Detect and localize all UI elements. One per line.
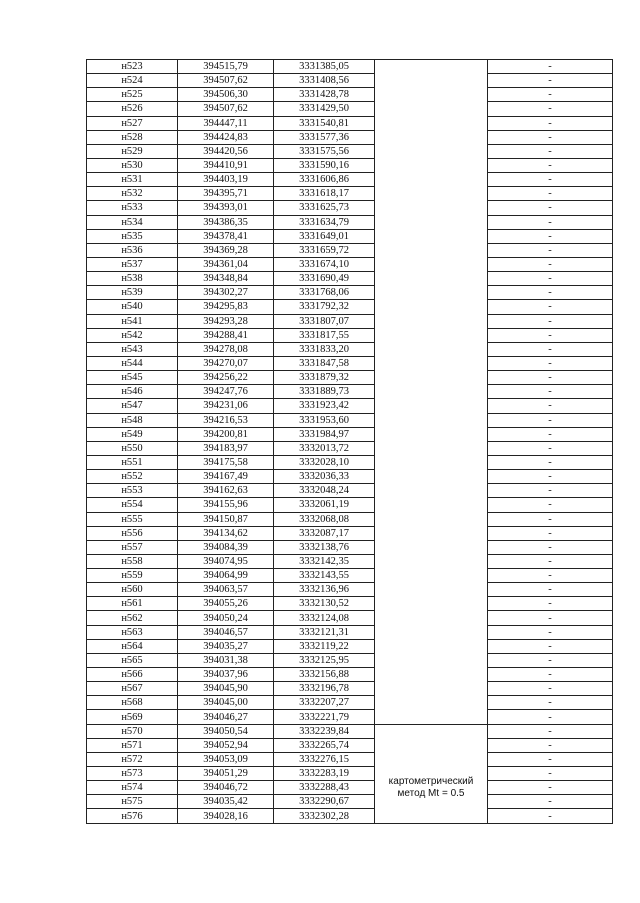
point-id-cell: н557 bbox=[87, 540, 178, 554]
point-id-cell: н568 bbox=[87, 696, 178, 710]
table-row bbox=[87, 144, 613, 158]
x-coordinate-cell: 394175,58 bbox=[178, 455, 274, 469]
y-coordinate-cell: 3332196,78 bbox=[274, 682, 375, 696]
y-coordinate-cell: 3331659,72 bbox=[274, 243, 375, 257]
point-id-cell: н546 bbox=[87, 385, 178, 399]
x-coordinate-cell: 394052,94 bbox=[178, 738, 274, 752]
point-id-cell: н563 bbox=[87, 625, 178, 639]
note-cell: - bbox=[488, 173, 613, 187]
y-coordinate-cell: 3331792,32 bbox=[274, 300, 375, 314]
y-coordinate-cell: 3332068,08 bbox=[274, 512, 375, 526]
x-coordinate-cell: 394506,30 bbox=[178, 88, 274, 102]
note-cell: - bbox=[488, 342, 613, 356]
note-cell: - bbox=[488, 427, 613, 441]
note-cell: - bbox=[488, 696, 613, 710]
y-coordinate-cell: 3332119,22 bbox=[274, 639, 375, 653]
table-row bbox=[87, 441, 613, 455]
table-row bbox=[87, 158, 613, 172]
y-coordinate-cell: 3332276,15 bbox=[274, 752, 375, 766]
point-id-cell: н558 bbox=[87, 554, 178, 568]
note-cell: - bbox=[488, 781, 613, 795]
note-cell: - bbox=[488, 187, 613, 201]
table-row bbox=[87, 385, 613, 399]
y-coordinate-cell: 3332061,19 bbox=[274, 498, 375, 512]
point-id-cell: н533 bbox=[87, 201, 178, 215]
point-id-cell: н556 bbox=[87, 526, 178, 540]
y-coordinate-cell: 3331889,73 bbox=[274, 385, 375, 399]
x-coordinate-cell: 394507,62 bbox=[178, 102, 274, 116]
x-coordinate-cell: 394051,29 bbox=[178, 767, 274, 781]
y-coordinate-cell: 3331847,58 bbox=[274, 356, 375, 370]
table-row bbox=[87, 229, 613, 243]
point-id-cell: н542 bbox=[87, 328, 178, 342]
table-row bbox=[87, 371, 613, 385]
table-row bbox=[87, 569, 613, 583]
note-cell: - bbox=[488, 243, 613, 257]
table-row bbox=[87, 554, 613, 568]
point-id-cell: н544 bbox=[87, 356, 178, 370]
point-id-cell: н543 bbox=[87, 342, 178, 356]
y-coordinate-cell: 3331385,05 bbox=[274, 60, 375, 74]
y-coordinate-cell: 3332290,67 bbox=[274, 795, 375, 809]
point-id-cell: н553 bbox=[87, 484, 178, 498]
y-coordinate-cell: 3332142,35 bbox=[274, 554, 375, 568]
point-id-cell: н570 bbox=[87, 724, 178, 738]
y-coordinate-cell: 3332302,28 bbox=[274, 809, 375, 823]
coordinates-table-body bbox=[87, 60, 613, 824]
table-row bbox=[87, 455, 613, 469]
note-cell: - bbox=[488, 102, 613, 116]
y-coordinate-cell: 3331923,42 bbox=[274, 399, 375, 413]
note-cell: - bbox=[488, 300, 613, 314]
x-coordinate-cell: 394155,96 bbox=[178, 498, 274, 512]
y-coordinate-cell: 3332121,31 bbox=[274, 625, 375, 639]
table-row bbox=[87, 668, 613, 682]
x-coordinate-cell: 394064,99 bbox=[178, 569, 274, 583]
note-cell: - bbox=[488, 724, 613, 738]
note-cell: - bbox=[488, 767, 613, 781]
table-row bbox=[87, 795, 613, 809]
note-cell: - bbox=[488, 752, 613, 766]
note-cell: - bbox=[488, 371, 613, 385]
table-row bbox=[87, 272, 613, 286]
method-cell bbox=[375, 724, 488, 823]
table-row bbox=[87, 243, 613, 257]
y-coordinate-cell: 3331618,17 bbox=[274, 187, 375, 201]
note-cell: - bbox=[488, 597, 613, 611]
x-coordinate-cell: 394150,87 bbox=[178, 512, 274, 526]
point-id-cell: н566 bbox=[87, 668, 178, 682]
note-cell: - bbox=[488, 668, 613, 682]
point-id-cell: н525 bbox=[87, 88, 178, 102]
x-coordinate-cell: 394348,84 bbox=[178, 272, 274, 286]
note-cell: - bbox=[488, 512, 613, 526]
point-id-cell: н534 bbox=[87, 215, 178, 229]
point-id-cell: н559 bbox=[87, 569, 178, 583]
point-id-cell: н565 bbox=[87, 653, 178, 667]
y-coordinate-cell: 3331429,50 bbox=[274, 102, 375, 116]
point-id-cell: н535 bbox=[87, 229, 178, 243]
x-coordinate-cell: 394410,91 bbox=[178, 158, 274, 172]
table-row bbox=[87, 399, 613, 413]
table-row bbox=[87, 102, 613, 116]
point-id-cell: н552 bbox=[87, 470, 178, 484]
point-id-cell: н528 bbox=[87, 130, 178, 144]
x-coordinate-cell: 394167,49 bbox=[178, 470, 274, 484]
table-row bbox=[87, 413, 613, 427]
point-id-cell: н537 bbox=[87, 257, 178, 271]
x-coordinate-cell: 394256,22 bbox=[178, 371, 274, 385]
note-cell: - bbox=[488, 498, 613, 512]
x-coordinate-cell: 394288,41 bbox=[178, 328, 274, 342]
table-row bbox=[87, 767, 613, 781]
table-row bbox=[87, 74, 613, 88]
table-row bbox=[87, 540, 613, 554]
y-coordinate-cell: 3332087,17 bbox=[274, 526, 375, 540]
note-cell: - bbox=[488, 682, 613, 696]
x-coordinate-cell: 394046,27 bbox=[178, 710, 274, 724]
y-coordinate-cell: 3332028,10 bbox=[274, 455, 375, 469]
y-coordinate-cell: 3331625,73 bbox=[274, 201, 375, 215]
point-id-cell: н545 bbox=[87, 371, 178, 385]
note-cell: - bbox=[488, 215, 613, 229]
y-coordinate-cell: 3332013,72 bbox=[274, 441, 375, 455]
y-coordinate-cell: 3331540,81 bbox=[274, 116, 375, 130]
note-cell: - bbox=[488, 74, 613, 88]
note-cell: - bbox=[488, 88, 613, 102]
note-cell: - bbox=[488, 738, 613, 752]
note-cell: - bbox=[488, 144, 613, 158]
y-coordinate-cell: 3332036,33 bbox=[274, 470, 375, 484]
note-cell: - bbox=[488, 554, 613, 568]
x-coordinate-cell: 394507,62 bbox=[178, 74, 274, 88]
table-row bbox=[87, 116, 613, 130]
x-coordinate-cell: 394447,11 bbox=[178, 116, 274, 130]
point-id-cell: н549 bbox=[87, 427, 178, 441]
point-id-cell: н527 bbox=[87, 116, 178, 130]
table-row bbox=[87, 484, 613, 498]
y-coordinate-cell: 3332130,52 bbox=[274, 597, 375, 611]
method-cell bbox=[375, 60, 488, 725]
y-coordinate-cell: 3331674,10 bbox=[274, 257, 375, 271]
y-coordinate-cell: 3332125,95 bbox=[274, 653, 375, 667]
point-id-cell: н560 bbox=[87, 583, 178, 597]
coordinates-sheet bbox=[86, 59, 613, 824]
point-id-cell: н541 bbox=[87, 314, 178, 328]
y-coordinate-cell: 3331953,60 bbox=[274, 413, 375, 427]
x-coordinate-cell: 394393,01 bbox=[178, 201, 274, 215]
note-cell: - bbox=[488, 540, 613, 554]
point-id-cell: н539 bbox=[87, 286, 178, 300]
table-row bbox=[87, 60, 613, 74]
table-row bbox=[87, 526, 613, 540]
x-coordinate-cell: 394050,54 bbox=[178, 724, 274, 738]
x-coordinate-cell: 394050,24 bbox=[178, 611, 274, 625]
x-coordinate-cell: 394278,08 bbox=[178, 342, 274, 356]
y-coordinate-cell: 3331577,36 bbox=[274, 130, 375, 144]
y-coordinate-cell: 3332143,55 bbox=[274, 569, 375, 583]
note-cell: - bbox=[488, 809, 613, 823]
point-id-cell: н562 bbox=[87, 611, 178, 625]
note-cell: - bbox=[488, 328, 613, 342]
note-cell: - bbox=[488, 569, 613, 583]
x-coordinate-cell: 394378,41 bbox=[178, 229, 274, 243]
table-row bbox=[87, 342, 613, 356]
x-coordinate-cell: 394361,04 bbox=[178, 257, 274, 271]
x-coordinate-cell: 394420,56 bbox=[178, 144, 274, 158]
y-coordinate-cell: 3331768,06 bbox=[274, 286, 375, 300]
table-row bbox=[87, 710, 613, 724]
note-cell: - bbox=[488, 286, 613, 300]
note-cell: - bbox=[488, 399, 613, 413]
note-cell: - bbox=[488, 314, 613, 328]
y-coordinate-cell: 3332221,79 bbox=[274, 710, 375, 724]
table-row bbox=[87, 653, 613, 667]
x-coordinate-cell: 394293,28 bbox=[178, 314, 274, 328]
x-coordinate-cell: 394045,90 bbox=[178, 682, 274, 696]
note-cell: - bbox=[488, 526, 613, 540]
y-coordinate-cell: 3332288,43 bbox=[274, 781, 375, 795]
point-id-cell: н532 bbox=[87, 187, 178, 201]
point-id-cell: н569 bbox=[87, 710, 178, 724]
x-coordinate-cell: 394424,83 bbox=[178, 130, 274, 144]
point-id-cell: н555 bbox=[87, 512, 178, 526]
x-coordinate-cell: 394046,57 bbox=[178, 625, 274, 639]
point-id-cell: н536 bbox=[87, 243, 178, 257]
table-row bbox=[87, 130, 613, 144]
table-row bbox=[87, 470, 613, 484]
table-row bbox=[87, 512, 613, 526]
point-id-cell: н550 bbox=[87, 441, 178, 455]
table-row bbox=[87, 583, 613, 597]
y-coordinate-cell: 3332283,19 bbox=[274, 767, 375, 781]
x-coordinate-cell: 394037,96 bbox=[178, 668, 274, 682]
y-coordinate-cell: 3331649,01 bbox=[274, 229, 375, 243]
point-id-cell: н573 bbox=[87, 767, 178, 781]
table-row bbox=[87, 356, 613, 370]
point-id-cell: н576 bbox=[87, 809, 178, 823]
point-id-cell: н530 bbox=[87, 158, 178, 172]
point-id-cell: н531 bbox=[87, 173, 178, 187]
point-id-cell: н547 bbox=[87, 399, 178, 413]
y-coordinate-cell: 3331833,20 bbox=[274, 342, 375, 356]
note-cell: - bbox=[488, 625, 613, 639]
table-row bbox=[87, 809, 613, 823]
note-cell: - bbox=[488, 257, 613, 271]
point-id-cell: н526 bbox=[87, 102, 178, 116]
y-coordinate-cell: 3331606,86 bbox=[274, 173, 375, 187]
table-row bbox=[87, 724, 613, 738]
note-cell: - bbox=[488, 470, 613, 484]
y-coordinate-cell: 3332124,08 bbox=[274, 611, 375, 625]
x-coordinate-cell: 394046,72 bbox=[178, 781, 274, 795]
y-coordinate-cell: 3331879,32 bbox=[274, 371, 375, 385]
note-cell: - bbox=[488, 201, 613, 215]
table-row bbox=[87, 498, 613, 512]
note-cell: - bbox=[488, 583, 613, 597]
table-row bbox=[87, 682, 613, 696]
y-coordinate-cell: 3331634,79 bbox=[274, 215, 375, 229]
y-coordinate-cell: 3332207,27 bbox=[274, 696, 375, 710]
y-coordinate-cell: 3332265,74 bbox=[274, 738, 375, 752]
table-row bbox=[87, 215, 613, 229]
x-coordinate-cell: 394162,63 bbox=[178, 484, 274, 498]
x-coordinate-cell: 394045,00 bbox=[178, 696, 274, 710]
y-coordinate-cell: 3331590,16 bbox=[274, 158, 375, 172]
point-id-cell: н538 bbox=[87, 272, 178, 286]
note-cell: - bbox=[488, 116, 613, 130]
y-coordinate-cell: 3331690,49 bbox=[274, 272, 375, 286]
point-id-cell: н561 bbox=[87, 597, 178, 611]
note-cell: - bbox=[488, 229, 613, 243]
y-coordinate-cell: 3331984,97 bbox=[274, 427, 375, 441]
note-cell: - bbox=[488, 455, 613, 469]
point-id-cell: н523 bbox=[87, 60, 178, 74]
x-coordinate-cell: 394031,38 bbox=[178, 653, 274, 667]
y-coordinate-cell: 3332156,88 bbox=[274, 668, 375, 682]
point-id-cell: н572 bbox=[87, 752, 178, 766]
note-cell: - bbox=[488, 611, 613, 625]
x-coordinate-cell: 394053,09 bbox=[178, 752, 274, 766]
point-id-cell: н564 bbox=[87, 639, 178, 653]
method-label: картометрический метод Mt = 0.5 bbox=[388, 775, 474, 799]
note-cell: - bbox=[488, 60, 613, 74]
x-coordinate-cell: 394055,26 bbox=[178, 597, 274, 611]
x-coordinate-cell: 394369,28 bbox=[178, 243, 274, 257]
x-coordinate-cell: 394231,06 bbox=[178, 399, 274, 413]
x-coordinate-cell: 394386,35 bbox=[178, 215, 274, 229]
x-coordinate-cell: 394035,27 bbox=[178, 639, 274, 653]
point-id-cell: н574 bbox=[87, 781, 178, 795]
table-row bbox=[87, 257, 613, 271]
note-cell: - bbox=[488, 158, 613, 172]
note-cell: - bbox=[488, 385, 613, 399]
point-id-cell: н554 bbox=[87, 498, 178, 512]
x-coordinate-cell: 394515,79 bbox=[178, 60, 274, 74]
x-coordinate-cell: 394270,07 bbox=[178, 356, 274, 370]
note-cell: - bbox=[488, 413, 613, 427]
table-row bbox=[87, 696, 613, 710]
point-id-cell: н571 bbox=[87, 738, 178, 752]
x-coordinate-cell: 394035,42 bbox=[178, 795, 274, 809]
y-coordinate-cell: 3332136,96 bbox=[274, 583, 375, 597]
table-row bbox=[87, 597, 613, 611]
table-row bbox=[87, 639, 613, 653]
point-id-cell: н529 bbox=[87, 144, 178, 158]
x-coordinate-cell: 394200,81 bbox=[178, 427, 274, 441]
note-cell: - bbox=[488, 356, 613, 370]
table-row bbox=[87, 88, 613, 102]
table-row bbox=[87, 625, 613, 639]
note-cell: - bbox=[488, 795, 613, 809]
x-coordinate-cell: 394028,16 bbox=[178, 809, 274, 823]
table-row bbox=[87, 187, 613, 201]
note-cell: - bbox=[488, 653, 613, 667]
x-coordinate-cell: 394247,76 bbox=[178, 385, 274, 399]
point-id-cell: н575 bbox=[87, 795, 178, 809]
note-cell: - bbox=[488, 639, 613, 653]
x-coordinate-cell: 394183,97 bbox=[178, 441, 274, 455]
note-cell: - bbox=[488, 484, 613, 498]
x-coordinate-cell: 394395,71 bbox=[178, 187, 274, 201]
table-row bbox=[87, 173, 613, 187]
table-row bbox=[87, 781, 613, 795]
y-coordinate-cell: 3332048,24 bbox=[274, 484, 375, 498]
x-coordinate-cell: 394403,19 bbox=[178, 173, 274, 187]
coordinates-table bbox=[86, 59, 613, 824]
table-row bbox=[87, 752, 613, 766]
point-id-cell: н567 bbox=[87, 682, 178, 696]
point-id-cell: н540 bbox=[87, 300, 178, 314]
y-coordinate-cell: 3331408,56 bbox=[274, 74, 375, 88]
note-cell: - bbox=[488, 272, 613, 286]
note-cell: - bbox=[488, 441, 613, 455]
table-row bbox=[87, 611, 613, 625]
point-id-cell: н548 bbox=[87, 413, 178, 427]
y-coordinate-cell: 3331428,78 bbox=[274, 88, 375, 102]
table-row bbox=[87, 427, 613, 441]
x-coordinate-cell: 394134,62 bbox=[178, 526, 274, 540]
y-coordinate-cell: 3332239,84 bbox=[274, 724, 375, 738]
note-cell: - bbox=[488, 130, 613, 144]
y-coordinate-cell: 3331817,55 bbox=[274, 328, 375, 342]
point-id-cell: н524 bbox=[87, 74, 178, 88]
table-row bbox=[87, 738, 613, 752]
x-coordinate-cell: 394295,83 bbox=[178, 300, 274, 314]
table-row bbox=[87, 328, 613, 342]
x-coordinate-cell: 394084,39 bbox=[178, 540, 274, 554]
point-id-cell: н551 bbox=[87, 455, 178, 469]
y-coordinate-cell: 3331575,56 bbox=[274, 144, 375, 158]
x-coordinate-cell: 394302,27 bbox=[178, 286, 274, 300]
table-row bbox=[87, 314, 613, 328]
x-coordinate-cell: 394063,57 bbox=[178, 583, 274, 597]
x-coordinate-cell: 394074,95 bbox=[178, 554, 274, 568]
table-row bbox=[87, 300, 613, 314]
y-coordinate-cell: 3331807,07 bbox=[274, 314, 375, 328]
table-row bbox=[87, 201, 613, 215]
x-coordinate-cell: 394216,53 bbox=[178, 413, 274, 427]
table-row bbox=[87, 286, 613, 300]
note-cell: - bbox=[488, 710, 613, 724]
y-coordinate-cell: 3332138,76 bbox=[274, 540, 375, 554]
